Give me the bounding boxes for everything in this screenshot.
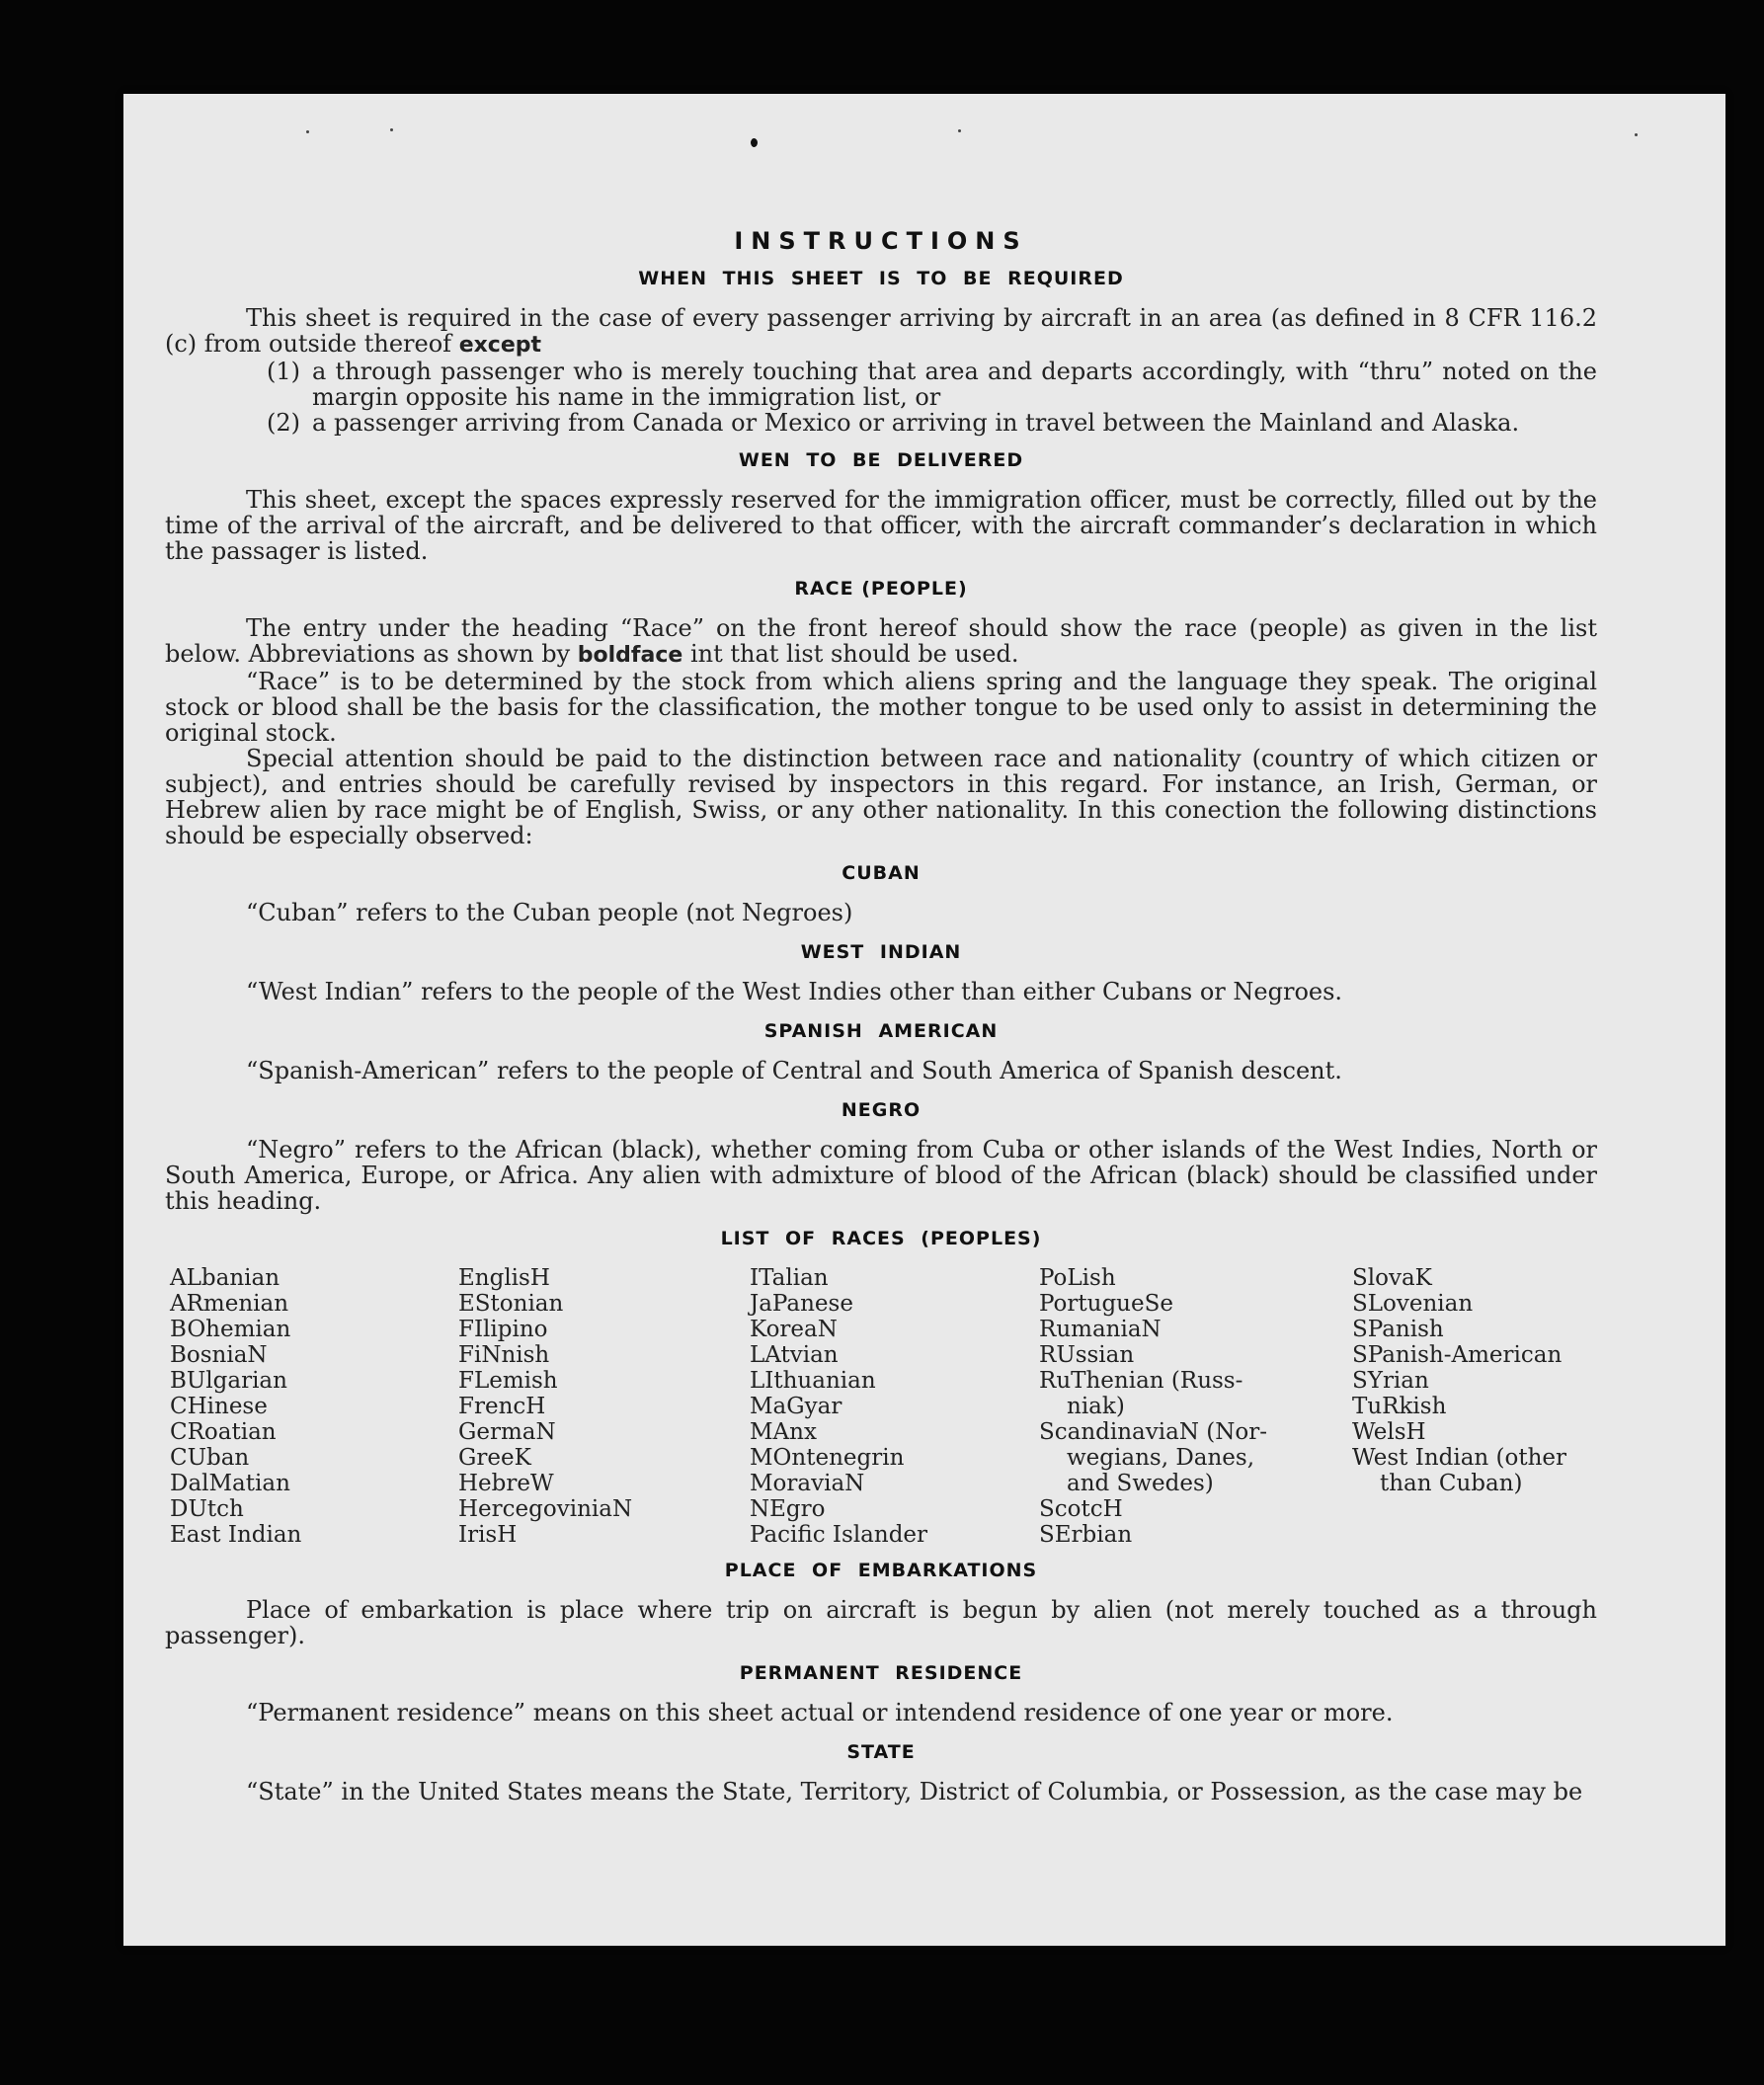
race-entry: than Cuban)	[1380, 1471, 1523, 1496]
race-entry: NEgro	[750, 1496, 826, 1522]
race-entry: niak)	[1067, 1394, 1125, 1419]
document-sheet	[123, 94, 1725, 1946]
race-block	[165, 615, 1597, 848]
spanish-american-text: “Spanish-American” refers to the people of Central and South America of Spanish descent.	[246, 1057, 1342, 1084]
race-entry: East Indian	[170, 1522, 302, 1548]
speck	[1635, 133, 1638, 136]
race-entry: GreeK	[458, 1445, 531, 1471]
race-entry: HercegoviniaN	[458, 1496, 633, 1522]
race-column	[1039, 1265, 1352, 1548]
race-entry: IrisH	[458, 1522, 518, 1548]
race-entry: SLovenian	[1352, 1291, 1474, 1317]
race-entry: EStonian	[458, 1291, 564, 1317]
race-list	[170, 1265, 1597, 1548]
race-entry: SPanish-American	[1352, 1342, 1563, 1368]
race-entry: ScotcH	[1039, 1496, 1123, 1522]
race-entry: FiNnish	[458, 1342, 550, 1368]
when-delivered-text: This sheet, except the spaces expressly reserved for the immigration officer, must be correctly, filled out by the time of the arrival of the aircraft, and be delivered to that officer, with the aircraft commander’s declaration in which the passager is listed.	[165, 486, 1597, 565]
race-column	[750, 1265, 1039, 1548]
speck	[751, 138, 758, 147]
race-entry: ITalian	[750, 1265, 829, 1291]
race-entry: PortugueSe	[1039, 1291, 1173, 1317]
race-entry: WelsH	[1352, 1419, 1426, 1445]
section-heading-list-of-races: LIST OF RACES (PEOPLES)	[720, 1228, 1042, 1249]
race-entry: SPanish	[1352, 1317, 1444, 1342]
race-entry: GermaN	[458, 1419, 556, 1445]
section-heading-state: STATE	[846, 1741, 916, 1763]
race-entry: EnglisH	[458, 1265, 550, 1291]
section-heading-embarkation: PLACE OF EMBARKATIONS	[724, 1560, 1038, 1581]
race-entry: Pacific Islander	[750, 1522, 928, 1548]
embarkation-block	[165, 1597, 1597, 1648]
negro-text: “Negro” refers to the African (black), whether coming from Cuba or other islands of the West Indies, North or South America, Europe, or Africa. Any alien with admixture of blood of the African (black) should be classified under this heading.	[165, 1136, 1597, 1215]
race-entry: BosniaN	[170, 1342, 268, 1368]
race-entry: BUlgarian	[170, 1368, 287, 1394]
race-entry: FLemish	[458, 1368, 558, 1394]
when-delivered-block	[165, 487, 1597, 564]
race-paragraph-3: Special attention should be paid to the distinction between race and nationality (country of which citizen or subject), and entries should be carefully revised by inspectors in this regard. For instance, an Irish, German, or Hebrew alien by race might be of English, Swiss, or any other nationality. In this conection the following distinctions should be especially observed:	[165, 745, 1597, 849]
race-entry: FrencH	[458, 1394, 546, 1419]
section-heading-when-required: WHEN THIS SHEET IS TO BE REQUIRED	[638, 268, 1124, 289]
race-entry: and Swedes)	[1067, 1471, 1214, 1496]
race-entry: MoraviaN	[750, 1471, 865, 1496]
section-heading-cuban: CUBAN	[842, 862, 921, 884]
except-word: except	[458, 333, 542, 358]
race-entry: CHinese	[170, 1394, 268, 1419]
race-entry: MOntenegrin	[750, 1445, 905, 1471]
speck	[390, 128, 393, 131]
when-required-intro: This sheet is required in the case of every passenger arriving by aircraft in an area (as defined in 8 CFR 116.2 (c) from outside thereof except	[165, 304, 1597, 358]
state-block	[165, 1779, 1597, 1804]
negro-block	[165, 1137, 1597, 1214]
race-entry: RumaniaN	[1039, 1317, 1162, 1342]
race-entry: KoreaN	[750, 1317, 838, 1342]
speck	[306, 130, 309, 133]
speck	[958, 129, 961, 132]
race-entry: SlovaK	[1352, 1265, 1432, 1291]
state-text: “State” in the United States means the State, Territory, District of Columbia, or Possession, as the case may be	[246, 1778, 1583, 1805]
west-indian-text: “West Indian” refers to the people of the West Indies other than either Cubans or Negroes.	[246, 978, 1343, 1005]
race-paragraph-1: The entry under the heading “Race” on the front hereof should show the race (people) as given in the list below. Abbreviations as shown by boldface int that list should be used.	[165, 614, 1597, 668]
permanent-residence-text: “Permanent residence” means on this sheet actual or intendend residence of one year or more.	[246, 1699, 1394, 1726]
race-paragraph-2: “Race” is to be determined by the stock from which aliens spring and the language they speak. The original stock or blood shall be the basis for the classification, the mother tongue to be used only to assist in determining the original stock.	[165, 668, 1597, 747]
section-heading-race: RACE (PEOPLE)	[794, 578, 968, 600]
document-content	[165, 228, 1597, 1816]
race-entry: SYrian	[1352, 1368, 1429, 1394]
race-entry: LIthuanian	[750, 1368, 876, 1394]
exception-item-1: (1) a through passenger who is merely touching that area and departs accordingly, with “thru” noted on the margin opposite his name in the immigration list, or	[267, 358, 1597, 411]
section-heading-when-delivered: WEN TO BE DELIVERED	[738, 449, 1024, 471]
race-entry: DalMatian	[170, 1471, 290, 1496]
race-column	[170, 1265, 458, 1548]
section-heading-spanish-american: SPANISH AMERICAN	[763, 1020, 999, 1042]
race-entry: wegians, Danes,	[1067, 1445, 1255, 1471]
race-entry: PoLish	[1039, 1265, 1116, 1291]
page-title: INSTRUCTIONS	[734, 227, 1028, 255]
race-entry: TuRkish	[1352, 1394, 1447, 1419]
race-entry: SErbian	[1039, 1522, 1133, 1548]
race-entry: CRoatian	[170, 1419, 277, 1445]
section-heading-negro: NEGRO	[841, 1099, 922, 1121]
when-required-block	[165, 305, 1597, 436]
race-entry: MAnx	[750, 1419, 817, 1445]
cuban-text: “Cuban” refers to the Cuban people (not Negroes)	[246, 899, 853, 926]
section-heading-permanent-residence: PERMANENT RESIDENCE	[739, 1662, 1023, 1684]
embarkation-text: Place of embarkation is place where trip on aircraft is begun by alien (not merely touched as a through passenger).	[165, 1596, 1597, 1649]
race-entry: LAtvian	[750, 1342, 839, 1368]
exception-item-2: (2) a passenger arriving from Canada or Mexico or arriving in travel between the Mainland and Alaska.	[267, 409, 1520, 437]
race-entry: West Indian (other	[1352, 1445, 1567, 1471]
race-entry: ScandinaviaN (Nor-	[1039, 1419, 1267, 1445]
race-entry: RuThenian (Russ-	[1039, 1368, 1243, 1394]
race-entry: HebreW	[458, 1471, 554, 1496]
boldface-word: boldface	[577, 643, 683, 668]
race-entry: RUssian	[1039, 1342, 1135, 1368]
race-entry: DUtch	[170, 1496, 244, 1522]
race-entry: CUban	[170, 1445, 250, 1471]
race-entry: ALbanian	[170, 1265, 281, 1291]
race-entry: BOhemian	[170, 1317, 291, 1342]
race-entry: FIlipino	[458, 1317, 548, 1342]
race-entry: JaPanese	[750, 1291, 853, 1317]
race-entry: MaGyar	[750, 1394, 842, 1419]
race-column	[458, 1265, 750, 1548]
race-column	[1352, 1265, 1602, 1548]
section-heading-west-indian: WEST INDIAN	[800, 941, 962, 963]
race-entry: ARmenian	[170, 1291, 289, 1317]
